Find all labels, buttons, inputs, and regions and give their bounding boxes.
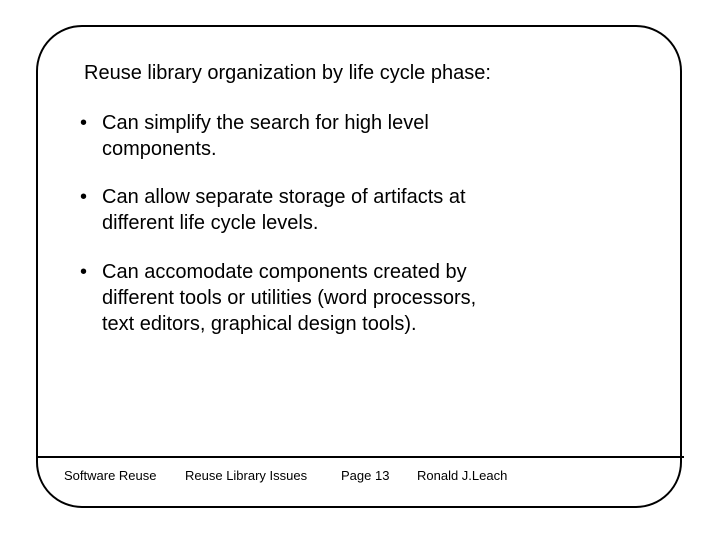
- bullet-item-2: [80, 184, 640, 236]
- bullet-marker: •: [80, 261, 88, 283]
- slide-title: Reuse library organization by life cycle phase:: [84, 62, 491, 84]
- bullet-text-3: Can accomodate components created by different tools or utilities (word processors, text editors, graphical design tools).: [102, 261, 477, 335]
- footer-divider: [36, 456, 684, 458]
- footer-author: Ronald J.Leach: [417, 468, 508, 483]
- bullet-marker: •: [80, 112, 88, 134]
- footer-course-name: Software Reuse: [64, 468, 157, 483]
- footer-topic: Reuse Library Issues: [185, 468, 308, 483]
- bullet-item-1: [80, 110, 640, 162]
- bullet-text-2: Can allow separate storage of artifacts at different life cycle levels.: [102, 186, 466, 234]
- bullet-text-1: Can simplify the search for high level components.: [102, 112, 429, 160]
- footer-page-number: Page 13: [341, 468, 390, 483]
- bullet-item-3: [80, 259, 640, 337]
- bullet-marker: •: [80, 186, 88, 208]
